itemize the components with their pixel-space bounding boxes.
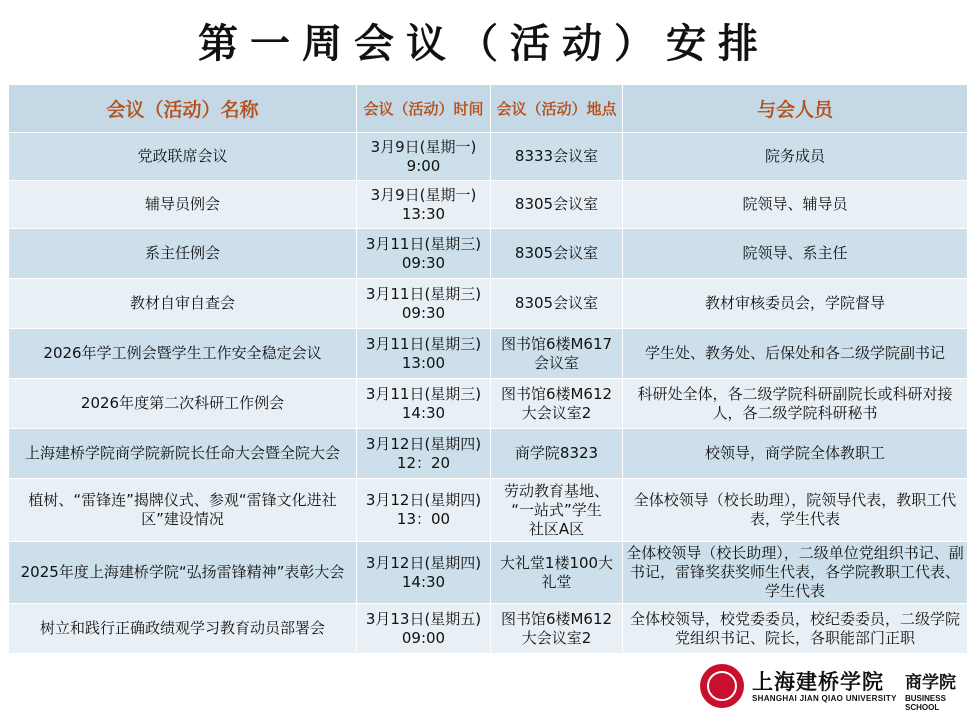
university-seal-icon — [700, 664, 744, 708]
cell-name: 系主任例会 — [9, 229, 357, 279]
table-row — [9, 181, 968, 229]
cell-name: 教材自审自查会 — [9, 279, 357, 329]
cell-time: 3月11日(星期三) 09:30 — [357, 229, 491, 279]
header-name: 会议（活动）名称 — [9, 85, 357, 133]
cell-time: 3月9日(星期一) 9:00 — [357, 133, 491, 181]
cell-attendees: 全体校领导（校长助理），二级单位党组织书记、副书记，雷锋奖获奖师生代表，各学院教职工代表、学生代表 — [623, 542, 968, 604]
logo-school-name: 商学院 — [905, 673, 956, 692]
header-place: 会议（活动）地点 — [491, 85, 623, 133]
table-row — [9, 429, 968, 479]
cell-attendees: 校领导，商学院全体教职工 — [623, 429, 968, 479]
cell-attendees: 教材审核委员会，学院督导 — [623, 279, 968, 329]
cell-place: 商学院8323 — [491, 429, 623, 479]
cell-place: 8333会议室 — [491, 133, 623, 181]
table-row — [9, 604, 968, 654]
cell-place: 8305会议室 — [491, 279, 623, 329]
table-row — [9, 229, 968, 279]
cell-time: 3月12日(星期四) 13：00 — [357, 479, 491, 542]
cell-attendees: 院务成员 — [623, 133, 968, 181]
cell-name: 辅导员例会 — [9, 181, 357, 229]
cell-name: 上海建桥学院商学院新院长任命大会暨全院大会 — [9, 429, 357, 479]
logo-university-name: 上海建桥学院 — [752, 669, 884, 694]
cell-time: 3月11日(星期三) 13:00 — [357, 329, 491, 379]
table-row — [9, 479, 968, 542]
cell-attendees: 科研处全体，各二级学院科研副院长或科研对接人，各二级学院科研秘书 — [623, 379, 968, 429]
cell-place: 图书馆6楼M612 大会议室2 — [491, 379, 623, 429]
header-attendees: 与会人员 — [623, 85, 968, 133]
cell-name: 树立和践行正确政绩观学习教育动员部署会 — [9, 604, 357, 654]
cell-place: 8305会议室 — [491, 229, 623, 279]
cell-attendees: 全体校领导，校党委委员，校纪委委员，二级学院党组织书记、院长，各职能部门正职 — [623, 604, 968, 654]
cell-place: 劳动教育基地、 “一站式”学生 社区A区 — [491, 479, 623, 542]
university-logo — [700, 664, 968, 710]
cell-place: 8305会议室 — [491, 181, 623, 229]
logo-university-name-en: SHANGHAI JIAN QIAO UNIVERSITY — [752, 694, 897, 703]
cell-place: 大礼堂1楼100大 礼堂 — [491, 542, 623, 604]
cell-name: 2025年度上海建桥学院“弘扬雷锋精神”表彰大会 — [9, 542, 357, 604]
cell-attendees: 全体校领导（校长助理），院领导代表，教职工代表，学生代表 — [623, 479, 968, 542]
cell-time: 3月13日(星期五) 09:00 — [357, 604, 491, 654]
table-row — [9, 279, 968, 329]
cell-place: 图书馆6楼M617 会议室 — [491, 329, 623, 379]
cell-time: 3月12日(星期四) 12：20 — [357, 429, 491, 479]
cell-time: 3月9日(星期一) 13:30 — [357, 181, 491, 229]
cell-time: 3月12日(星期四) 14:30 — [357, 542, 491, 604]
cell-place: 图书馆6楼M612 大会议室2 — [491, 604, 623, 654]
table-row — [9, 542, 968, 604]
logo-school-name-en: BUSINESS SCHOOL — [905, 694, 946, 712]
table-row — [9, 329, 968, 379]
table-row — [9, 379, 968, 429]
table-row — [9, 133, 968, 181]
cell-attendees: 院领导、系主任 — [623, 229, 968, 279]
cell-attendees: 院领导、辅导员 — [623, 181, 968, 229]
cell-time: 3月11日(星期三) 09:30 — [357, 279, 491, 329]
cell-name: 2026年度第二次科研工作例会 — [9, 379, 357, 429]
table-header-row — [9, 85, 968, 133]
cell-name: 植树、“雷锋连”揭牌仪式、参观“雷锋文化进社区”建设情况 — [9, 479, 357, 542]
schedule-table — [8, 84, 968, 654]
cell-time: 3月11日(星期三) 14:30 — [357, 379, 491, 429]
page-title: 第一周会议（活动）安排 — [198, 20, 770, 67]
cell-name: 2026年学工例会暨学生工作安全稳定会议 — [9, 329, 357, 379]
cell-attendees: 学生处、教务处、后保处和各二级学院副书记 — [623, 329, 968, 379]
header-time: 会议（活动）时间 — [357, 85, 491, 133]
cell-name: 党政联席会议 — [9, 133, 357, 181]
